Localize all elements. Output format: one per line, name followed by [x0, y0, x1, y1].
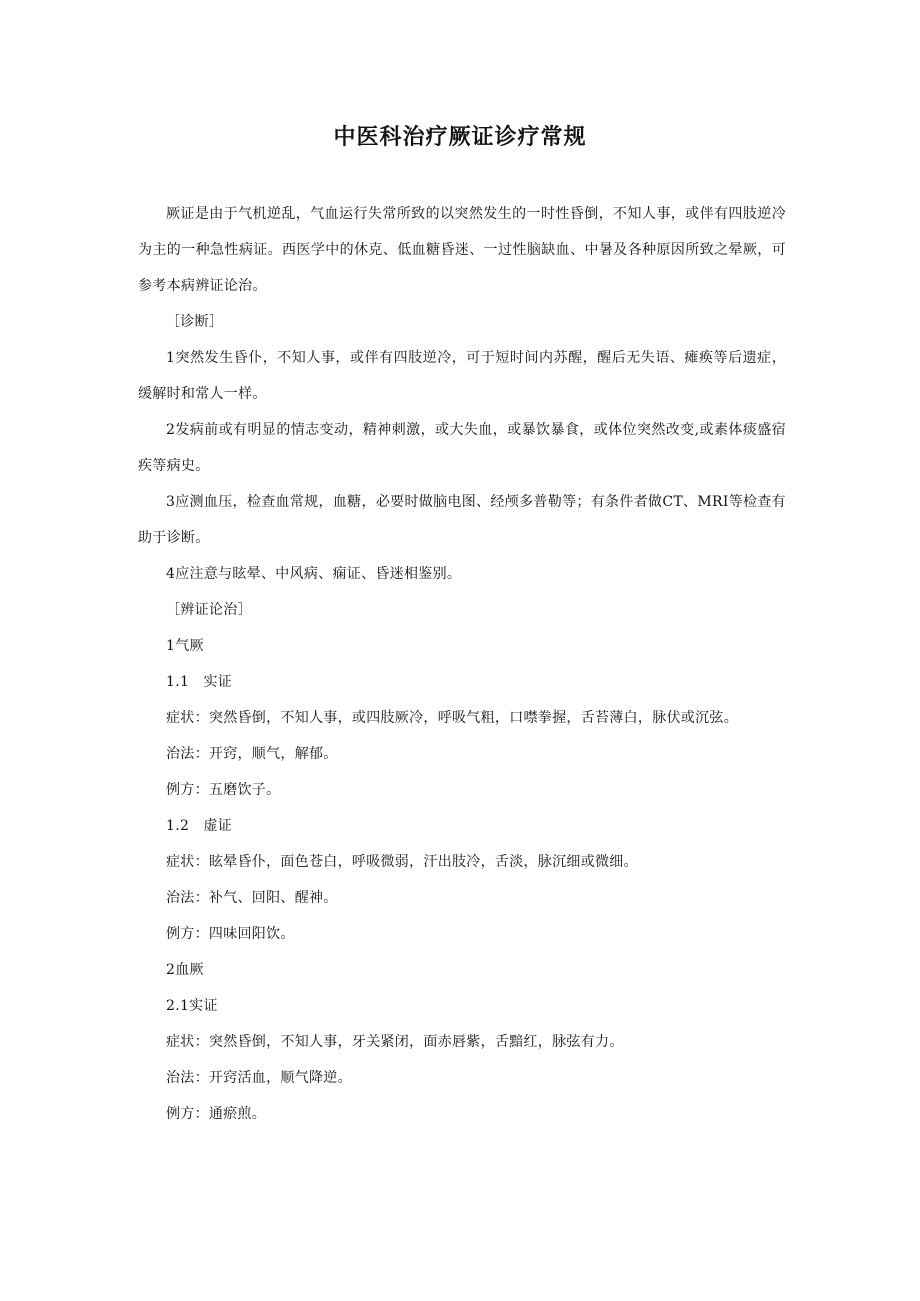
subheading-xue-jue: 2血厥 [166, 962, 204, 978]
paragraph-method-3: 治法：开窍活血，顺气降逆。 [166, 1070, 352, 1086]
paragraph-method-2: 治法：补气、回阳、醒神。 [166, 890, 338, 906]
paragraph-symptoms-2: 症状：眩晕昏仆，面色苍白，呼吸微弱，汗出肢冷，舌淡，脉沉细或微细。 [166, 854, 638, 870]
paragraph-symptoms-1: 症状：突然昏倒，不知人事，或四肢厥冷，呼吸气粗，口噤拳握，舌苔薄白，脉伏或沉弦。 [166, 710, 738, 726]
paragraph-prescription-2: 例方：四味回阳饮。 [166, 926, 295, 942]
paragraph-method-1: 治法：开窍，顺气，解郁。 [166, 746, 338, 762]
paragraph-diagnosis-4: 4应注意与眩晕、中风病、痫证、昏迷相鉴别。 [166, 566, 462, 582]
paragraph-prescription-3: 例方：通瘀煎。 [166, 1106, 267, 1122]
subheading-shi-zheng-2: 2.1实证 [166, 998, 218, 1014]
document-title: 中医科治疗厥证诊疗常规 [333, 125, 587, 150]
document-body [138, 196, 786, 1132]
paragraph-intro: 厥证是由于气机逆乱，气血运行失常所致的以突然发生的一时性昏倒，不知人事，或伴有四肢逆冷为主的一种急性病证。西医学中的休克、低血糖昏迷、一过性脑缺血、中暑及各种原因所致之晕厥，可参考本病辨证论治。 [138, 206, 786, 294]
paragraph-diagnosis-3: 3应测血压，检查血常规，血糖，必要时做脑电图、经颅多普勒等；有条件者做CT、MRI等检查有助于诊断。 [138, 494, 786, 546]
section-heading-diagnosis: ［诊断］ [166, 314, 224, 330]
subheading-qi-jue: 1气厥 [166, 638, 204, 654]
section-heading-treatment: ［辨证论治］ [166, 602, 252, 618]
paragraph-symptoms-3: 症状：突然昏倒，不知人事，牙关紧闭，面赤唇紫，舌黯红，脉弦有力。 [166, 1034, 624, 1050]
subheading-shi-zheng-1: 1.1 实证 [166, 674, 233, 690]
paragraph-diagnosis-2: 2发病前或有明显的情志变动，精神刺激，或大失血，或暴饮暴食，或体位突然改变,或素体痰盛宿疾等病史。 [138, 422, 786, 474]
subheading-xu-zheng: 1.2 虚证 [166, 818, 233, 834]
paragraph-diagnosis-1: 1突然发生昏仆，不知人事，或伴有四肢逆冷，可于短时间内苏醒，醒后无失语、瘫痪等后遗症，缓解时和常人一样。 [138, 350, 786, 402]
paragraph-prescription-1: 例方：五磨饮子。 [166, 782, 281, 798]
